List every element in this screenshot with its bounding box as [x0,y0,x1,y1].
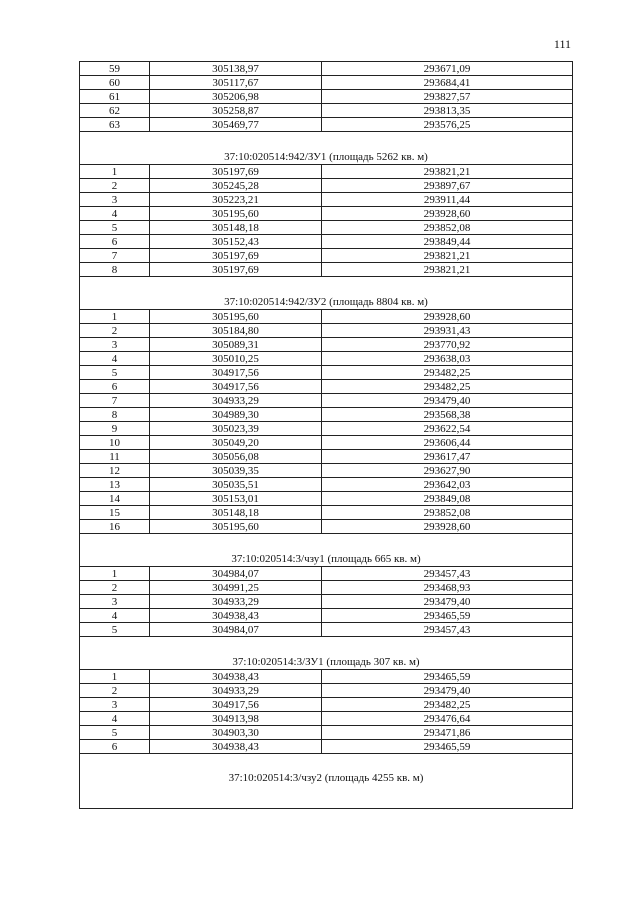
y-coordinate-cell: 293457,43 [322,567,573,581]
point-number-cell: 15 [80,506,150,520]
y-coordinate-cell: 293852,08 [322,221,573,235]
point-number-cell: 5 [80,726,150,740]
x-coordinate-cell: 305195,60 [150,520,322,534]
point-number-cell: 2 [80,581,150,595]
section-title: 37:10:020514:942/ЗУ2 (площадь 8804 кв. м) [80,277,573,310]
table-row [80,520,573,534]
y-coordinate-cell: 293465,59 [322,670,573,684]
table-row [80,436,573,450]
point-number-cell: 60 [80,76,150,90]
point-number-cell: 62 [80,104,150,118]
x-coordinate-cell: 305010,25 [150,352,322,366]
section-title: 37:10:020514:3/чзу2 (площадь 4255 кв. м) [80,754,573,809]
section-header-row [80,754,573,809]
point-number-cell: 2 [80,179,150,193]
x-coordinate-cell: 305195,60 [150,207,322,221]
point-number-cell: 59 [80,62,150,76]
point-number-cell: 7 [80,394,150,408]
x-coordinate-cell: 305117,67 [150,76,322,90]
x-coordinate-cell: 305049,20 [150,436,322,450]
x-coordinate-cell: 305184,80 [150,324,322,338]
table-row [80,76,573,90]
table-row [80,684,573,698]
point-number-cell: 5 [80,366,150,380]
section-title: 37:10:020514:3/чзу1 (площадь 665 кв. м) [80,534,573,567]
section-header-row [80,132,573,165]
x-coordinate-cell: 305197,69 [150,165,322,179]
table-row [80,62,573,76]
table-row [80,581,573,595]
point-number-cell: 1 [80,310,150,324]
coordinates-table [79,61,573,809]
table-row [80,366,573,380]
x-coordinate-cell: 305152,43 [150,235,322,249]
point-number-cell: 6 [80,740,150,754]
y-coordinate-cell: 293684,41 [322,76,573,90]
x-coordinate-cell: 304989,30 [150,408,322,422]
point-number-cell: 14 [80,492,150,506]
x-coordinate-cell: 304917,56 [150,380,322,394]
x-coordinate-cell: 305148,18 [150,221,322,235]
y-coordinate-cell: 293638,03 [322,352,573,366]
point-number-cell: 10 [80,436,150,450]
y-coordinate-cell: 293928,60 [322,310,573,324]
y-coordinate-cell: 293606,44 [322,436,573,450]
x-coordinate-cell: 304917,56 [150,698,322,712]
y-coordinate-cell: 293576,25 [322,118,573,132]
point-number-cell: 11 [80,450,150,464]
x-coordinate-cell: 305206,98 [150,90,322,104]
x-coordinate-cell: 304984,07 [150,567,322,581]
y-coordinate-cell: 293849,08 [322,492,573,506]
x-coordinate-cell: 305023,39 [150,422,322,436]
y-coordinate-cell: 293642,03 [322,478,573,492]
point-number-cell: 3 [80,595,150,609]
point-number-cell: 5 [80,221,150,235]
table-row [80,464,573,478]
point-number-cell: 2 [80,684,150,698]
table-row [80,609,573,623]
x-coordinate-cell: 305258,87 [150,104,322,118]
x-coordinate-cell: 305223,21 [150,193,322,207]
point-number-cell: 4 [80,207,150,221]
point-number-cell: 13 [80,478,150,492]
y-coordinate-cell: 293671,09 [322,62,573,76]
point-number-cell: 16 [80,520,150,534]
x-coordinate-cell: 304938,43 [150,670,322,684]
section-title: 37:10:020514:3/ЗУ1 (площадь 307 кв. м) [80,637,573,670]
table-row [80,380,573,394]
y-coordinate-cell: 293852,08 [322,506,573,520]
point-number-cell: 1 [80,165,150,179]
table-row [80,310,573,324]
x-coordinate-cell: 305195,60 [150,310,322,324]
x-coordinate-cell: 305245,28 [150,179,322,193]
x-coordinate-cell: 304991,25 [150,581,322,595]
table-row [80,263,573,277]
y-coordinate-cell: 293928,60 [322,520,573,534]
table-row [80,422,573,436]
table-row [80,207,573,221]
x-coordinate-cell: 305469,77 [150,118,322,132]
table-row [80,90,573,104]
x-coordinate-cell: 305138,97 [150,62,322,76]
table-row [80,698,573,712]
x-coordinate-cell: 305089,31 [150,338,322,352]
table-row [80,324,573,338]
table-row [80,249,573,263]
table-row [80,338,573,352]
y-coordinate-cell: 293821,21 [322,263,573,277]
table-row [80,506,573,520]
x-coordinate-cell: 304917,56 [150,366,322,380]
table-row [80,352,573,366]
table-row [80,165,573,179]
x-coordinate-cell: 304933,29 [150,394,322,408]
y-coordinate-cell: 293849,44 [322,235,573,249]
y-coordinate-cell: 293617,47 [322,450,573,464]
point-number-cell: 1 [80,670,150,684]
table-row [80,179,573,193]
table-row [80,408,573,422]
y-coordinate-cell: 293568,38 [322,408,573,422]
y-coordinate-cell: 293479,40 [322,595,573,609]
point-number-cell: 3 [80,193,150,207]
section-header-row [80,277,573,310]
y-coordinate-cell: 293471,86 [322,726,573,740]
point-number-cell: 61 [80,90,150,104]
y-coordinate-cell: 293911,44 [322,193,573,207]
x-coordinate-cell: 305197,69 [150,263,322,277]
x-coordinate-cell: 304903,30 [150,726,322,740]
point-number-cell: 8 [80,408,150,422]
y-coordinate-cell: 293457,43 [322,623,573,637]
point-number-cell: 8 [80,263,150,277]
x-coordinate-cell: 305148,18 [150,506,322,520]
y-coordinate-cell: 293465,59 [322,740,573,754]
point-number-cell: 3 [80,338,150,352]
y-coordinate-cell: 293821,21 [322,249,573,263]
coordinates-table-body [80,62,573,809]
table-row [80,221,573,235]
point-number-cell: 2 [80,324,150,338]
table-row [80,450,573,464]
y-coordinate-cell: 293468,93 [322,581,573,595]
y-coordinate-cell: 293622,54 [322,422,573,436]
point-number-cell: 4 [80,609,150,623]
x-coordinate-cell: 305153,01 [150,492,322,506]
table-row [80,478,573,492]
y-coordinate-cell: 293827,57 [322,90,573,104]
table-row [80,394,573,408]
section-title: 37:10:020514:942/ЗУ1 (площадь 5262 кв. м) [80,132,573,165]
table-row [80,235,573,249]
table-row [80,104,573,118]
x-coordinate-cell: 305039,35 [150,464,322,478]
x-coordinate-cell: 304938,43 [150,609,322,623]
table-row [80,567,573,581]
point-number-cell: 6 [80,235,150,249]
y-coordinate-cell: 293482,25 [322,380,573,394]
page-number: 111 [553,37,571,51]
x-coordinate-cell: 305035,51 [150,478,322,492]
x-coordinate-cell: 305056,08 [150,450,322,464]
table-row [80,492,573,506]
table-row [80,712,573,726]
x-coordinate-cell: 304938,43 [150,740,322,754]
point-number-cell: 9 [80,422,150,436]
table-row [80,118,573,132]
y-coordinate-cell: 293813,35 [322,104,573,118]
y-coordinate-cell: 293476,64 [322,712,573,726]
y-coordinate-cell: 293479,40 [322,684,573,698]
point-number-cell: 3 [80,698,150,712]
y-coordinate-cell: 293770,92 [322,338,573,352]
point-number-cell: 63 [80,118,150,132]
x-coordinate-cell: 304933,29 [150,595,322,609]
y-coordinate-cell: 293479,40 [322,394,573,408]
point-number-cell: 4 [80,352,150,366]
y-coordinate-cell: 293928,60 [322,207,573,221]
section-header-row [80,534,573,567]
point-number-cell: 7 [80,249,150,263]
x-coordinate-cell: 304913,98 [150,712,322,726]
x-coordinate-cell: 305197,69 [150,249,322,263]
point-number-cell: 12 [80,464,150,478]
section-header-row [80,637,573,670]
table-row [80,193,573,207]
point-number-cell: 1 [80,567,150,581]
x-coordinate-cell: 304933,29 [150,684,322,698]
point-number-cell: 5 [80,623,150,637]
point-number-cell: 4 [80,712,150,726]
y-coordinate-cell: 293482,25 [322,366,573,380]
y-coordinate-cell: 293482,25 [322,698,573,712]
table-row [80,726,573,740]
y-coordinate-cell: 293465,59 [322,609,573,623]
y-coordinate-cell: 293821,21 [322,165,573,179]
y-coordinate-cell: 293931,43 [322,324,573,338]
y-coordinate-cell: 293627,90 [322,464,573,478]
table-row [80,670,573,684]
table-row [80,623,573,637]
table-row [80,595,573,609]
y-coordinate-cell: 293897,67 [322,179,573,193]
table-row [80,740,573,754]
x-coordinate-cell: 304984,07 [150,623,322,637]
point-number-cell: 6 [80,380,150,394]
